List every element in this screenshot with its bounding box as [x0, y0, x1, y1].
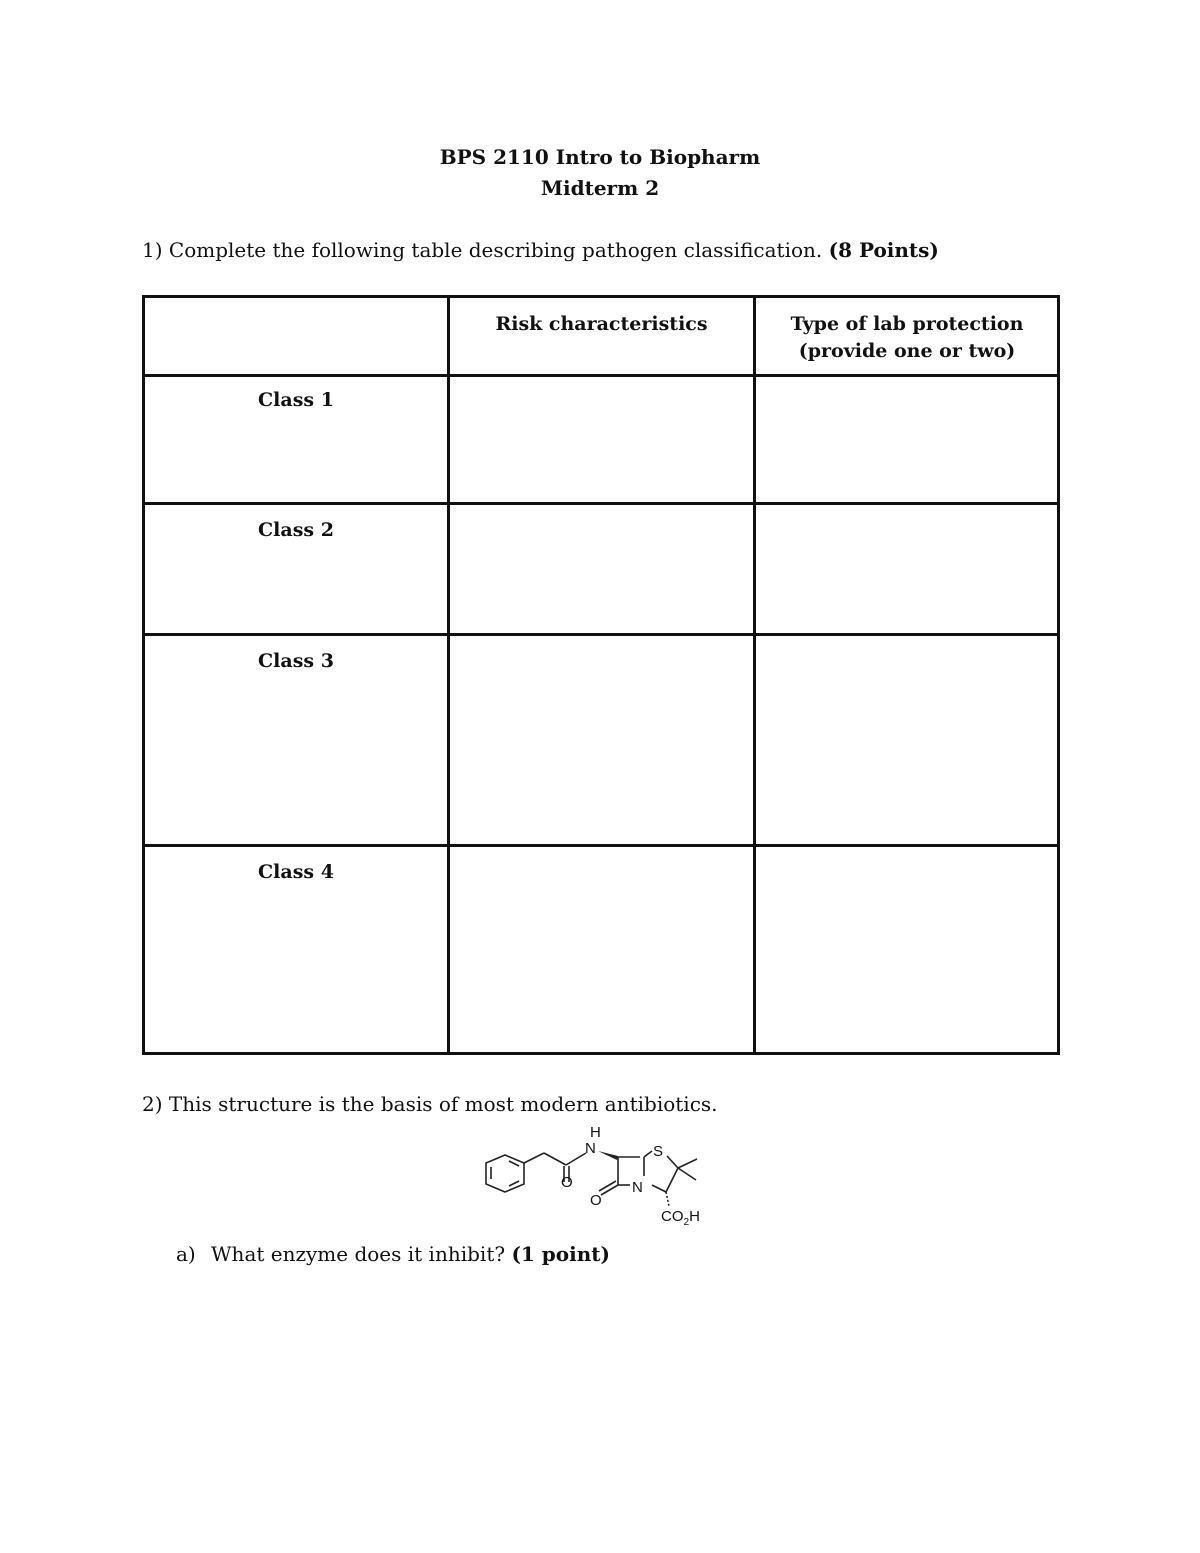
question-2: 2) This structure is the basis of most modern antibiotics. [142, 1092, 718, 1116]
question-1-points: (8 Points) [828, 238, 939, 262]
atom-label-o-lactam: O [590, 1192, 602, 1209]
penicillin-structure-drawing [480, 1120, 720, 1230]
question-2a-text: What enzyme does it inhibit? [211, 1242, 512, 1266]
table-row-class-3: Class 3 [258, 650, 334, 672]
table-header-lab-protection [756, 311, 1058, 365]
atom-label-carboxyl: $CO_2H$ [661, 1208, 700, 1228]
question-1-text: 1) Complete the following table describing pathogen classification. [142, 238, 829, 262]
document-title [0, 142, 1200, 204]
atom-label-n: N [585, 1140, 596, 1157]
question-2a-marker: a) [176, 1242, 196, 1266]
atom-label-s: S [653, 1143, 664, 1160]
answer-cell-class-2-risk[interactable] [450, 505, 753, 633]
lab-protection-subtitle: (provide one or two) [798, 340, 1016, 362]
question-2a [176, 1240, 610, 1268]
atom-label-n-ring: N [632, 1179, 643, 1196]
table-row-class-4: Class 4 [258, 861, 334, 883]
answer-cell-class-1-protection[interactable] [756, 377, 1057, 502]
answer-cell-class-4-risk[interactable] [450, 847, 753, 1052]
answer-cell-class-4-protection[interactable] [756, 847, 1057, 1052]
table-row-class-2: Class 2 [258, 519, 334, 541]
answer-cell-class-2-protection[interactable] [756, 505, 1057, 633]
answer-cell-class-3-protection[interactable] [756, 636, 1057, 844]
question-1 [142, 236, 939, 264]
lab-protection-title: Type of lab protection [790, 313, 1024, 335]
pathogen-classification-table [142, 295, 1060, 1055]
answer-cell-class-1-risk[interactable] [450, 377, 753, 502]
exam-title: Midterm 2 [540, 176, 660, 200]
wedge-bond [598, 1151, 618, 1160]
penicillin-structure [480, 1120, 720, 1230]
table-header-blank [145, 298, 447, 374]
atom-label-o-amide: O [561, 1174, 573, 1191]
answer-cell-class-3-risk[interactable] [450, 636, 753, 844]
table-row-class-1: Class 1 [258, 389, 334, 411]
question-2a-points: (1 point) [511, 1242, 610, 1266]
course-title: BPS 2110 Intro to Biopharm [439, 145, 761, 169]
atom-label-h: H [590, 1124, 601, 1141]
table-header-risk: Risk characteristics [495, 313, 708, 335]
